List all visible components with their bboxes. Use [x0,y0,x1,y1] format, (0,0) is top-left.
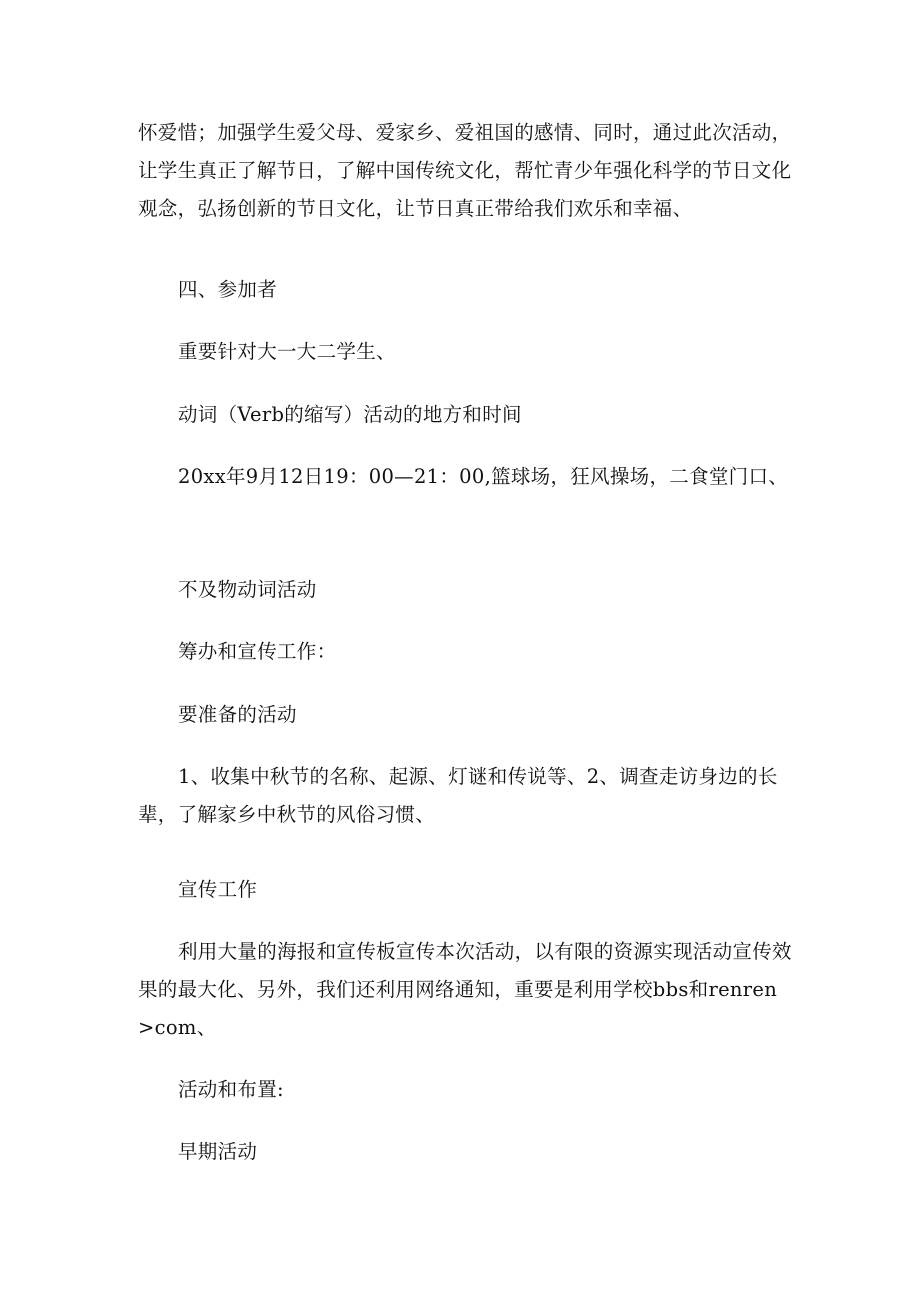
paragraph-preparation-items: 1、收集中秋节的名称、起源、灯谜和传说等、2、调查走访身边的长辈，了解家乡中秋节的风俗习惯、 [138,765,778,826]
paragraph-publicity-details: 利用大量的海报和宣传板宣传本次活动，以有限的资源实现活动宣传效果的最大化、另外，我们还利用网络通知，重要是利用学校bbs和renren>com、 [138,940,792,1039]
paragraph-schedule-location: 20xx年9月12日19：00—21：00,篮球场，狂风操场，二食堂门口、 [178,465,789,488]
heading-participants: 四、参加者 [178,278,278,301]
heading-publicity: 宣传工作 [178,878,258,901]
paragraph-target-audience: 重要针对大一大二学生、 [178,340,396,363]
heading-early-activities: 早期活动 [178,1140,258,1163]
heading-activities-arrangement: 活动和布置: [178,1078,284,1101]
heading-preparation-activities: 要准备的活动 [178,703,297,726]
paragraph-goals-continued: 怀爱惜；加强学生爱父母、爱家乡、爱祖国的感情、同时，通过此次活动，让学生真正了解节日，了解中国传统文化，帮忙青少年强化科学的节日文化观念，弘扬创新的节日文化，让节日真正带给我们欢乐和幸福、 [138,121,792,220]
heading-place-and-time: 动词（Verb的缩写）活动的地方和时间 [178,403,522,426]
heading-activities: 不及物动词活动 [178,578,317,601]
heading-preparation-publicity: 筹办和宣传工作： [178,640,337,663]
